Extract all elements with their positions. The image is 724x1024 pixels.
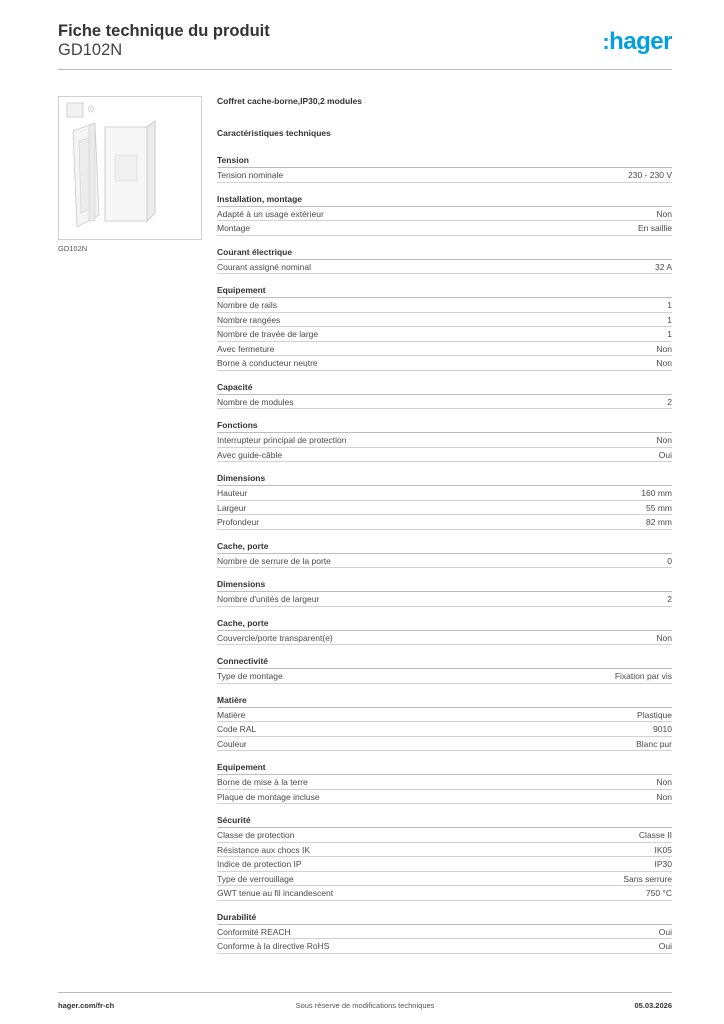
spec-label: Largeur [217,502,247,513]
footer-website: hager.com/fr-ch [58,1001,115,1010]
spec-value: Classe II [638,830,672,840]
spec-value: 32 A [654,261,672,272]
spec-label: Couleur [217,738,247,749]
footer-date: 05.03.2026 [634,1001,672,1010]
spec-value: Non [656,358,672,368]
section-title: Sécurité [217,814,672,828]
spec-label: Couvercle/porte transparent(e) [217,632,333,643]
spec-value: 1 [667,314,672,325]
spec-label: Indice de protection IP [217,859,302,869]
spec-row [217,433,672,448]
spec-value: IK05 [654,844,672,855]
spec-row [217,886,672,901]
page-title: Fiche technique du produit [58,22,270,40]
spec-row [217,857,672,872]
spec-section [217,246,672,275]
spec-value: Oui [658,926,672,937]
spec-row [217,313,672,328]
spec-row [217,327,672,342]
section-title: Courant électrique [217,246,672,260]
spec-row [217,722,672,737]
spec-value: Oui [658,941,672,951]
product-reference: GD102N [58,41,123,59]
spec-section [217,578,672,607]
spec-label: Code RAL [217,724,257,734]
spec-section [217,193,672,236]
spec-label: Borne de mise à la terre [217,777,308,787]
spec-label: Type de montage [217,671,283,681]
spec-label: Nombre de rails [217,300,277,310]
spec-row [217,342,672,357]
spec-value: Non [656,435,672,445]
spec-value: Plastique [637,709,672,720]
spec-value: Non [656,632,672,643]
spec-value: 750 °C [645,888,672,898]
spec-section [217,655,672,684]
section-title: Connectivité [217,655,672,669]
spec-row [217,828,672,843]
spec-content [217,96,672,964]
spec-label: Nombre d'unités de largeur [217,594,320,604]
section-title: Capacité [217,381,672,395]
spec-row [217,221,672,236]
section-title: Durabilité [217,911,672,925]
spec-value: Non [656,777,672,787]
section-title: Dimensions [217,472,672,486]
spec-value: 55 mm [646,502,672,513]
spec-value: 0 [667,555,672,566]
spec-value: 2 [667,594,672,604]
section-title: Fonctions [217,419,672,433]
spec-label: Borne à conducteur neutre [217,358,318,368]
spec-label: Courant assigné nominal [217,261,312,272]
spec-value: 82 mm [646,517,672,527]
spec-value: Non [656,343,672,354]
spec-label: Plaque de montage incluse [217,791,320,802]
spec-label: Tension nominale [217,170,284,180]
spec-section [217,381,672,410]
spec-label: Type de verrouillage [217,873,294,884]
spec-row [217,501,672,516]
spec-label: Avec guide-câble [217,449,283,460]
spec-section [217,814,672,901]
spec-row [217,872,672,887]
product-description: Coffret cache-borne,IP30,2 modules [217,96,363,106]
spec-section [217,911,672,954]
spec-row [217,737,672,752]
spec-row [217,631,672,646]
section-title: Equipement [217,284,672,298]
spec-row [217,515,672,530]
spec-section [217,694,672,752]
footer-disclaimer: Sous réserve de modifications techniques [295,1001,435,1010]
spec-label: Interrupteur principal de protection [217,435,347,445]
spec-value: 1 [667,300,672,310]
spec-value: Fixation par vis [614,671,672,681]
spec-row [217,708,672,723]
spec-row [217,207,672,222]
section-title: Matière [217,694,672,708]
spec-row [217,775,672,790]
spec-value: 160 mm [641,488,672,498]
spec-value: 1 [667,329,672,339]
spec-value: Non [656,791,672,802]
spec-value: Sans serrure [623,873,672,884]
spec-section [217,154,672,183]
spec-row [217,168,672,183]
spec-row [217,669,672,684]
spec-row [217,260,672,275]
section-title: Installation, montage [217,193,672,207]
section-title: Dimensions [217,578,672,592]
spec-value: Blanc pur [636,738,672,749]
section-title: Cache, porte [217,540,672,554]
spec-row [217,554,672,569]
spec-row [217,843,672,858]
spec-section [217,540,672,569]
section-title: Cache, porte [217,617,672,631]
spec-sections [217,154,672,954]
spec-label: Matière [217,709,246,720]
spec-row [217,925,672,940]
spec-row [217,298,672,313]
spec-label: Profondeur [217,517,260,527]
spec-label: Classe de protection [217,830,295,840]
spec-section [217,761,672,804]
spec-row [217,356,672,371]
spec-value: 230 - 230 V [628,170,672,180]
spec-section [217,617,672,646]
page-footer [58,992,672,1016]
spec-label: Nombre rangées [217,314,281,325]
spec-label: Montage [217,223,251,233]
spec-row [217,939,672,954]
spec-section [217,472,672,530]
tech-characteristics-title: Caractéristiques techniques [217,128,331,138]
spec-label: Conformité REACH [217,926,291,937]
spec-row [217,790,672,805]
spec-label: Nombre de modules [217,396,294,407]
spec-label: Conforme à la directive RoHS [217,941,330,951]
spec-value: 2 [667,396,672,407]
page-header [58,22,672,70]
spec-row [217,592,672,607]
hager-logo: :hager [602,28,672,55]
image-caption: GD102N [58,244,88,253]
spec-value: IP30 [654,859,672,869]
spec-value: En saillie [637,223,672,233]
spec-row [217,395,672,410]
section-title: Equipement [217,761,672,775]
spec-label: Adapté à un usage extérieur [217,208,324,219]
section-title: Tension [217,154,672,168]
spec-value: Oui [658,449,672,460]
product-drawing [59,97,201,239]
spec-row [217,486,672,501]
spec-label: Résistance aux chocs IK [217,844,311,855]
spec-section [217,284,672,371]
spec-label: Hauteur [217,488,248,498]
spec-section [217,419,672,462]
spec-value: 9010 [653,724,672,734]
spec-label: Avec fermeture [217,343,275,354]
spec-row [217,448,672,463]
spec-label: GWT tenue au fil incandescent [217,888,334,898]
spec-label: Nombre de travée de large [217,329,319,339]
product-image [58,96,202,240]
spec-value: Non [656,208,672,219]
spec-label: Nombre de serrure de la porte [217,555,331,566]
